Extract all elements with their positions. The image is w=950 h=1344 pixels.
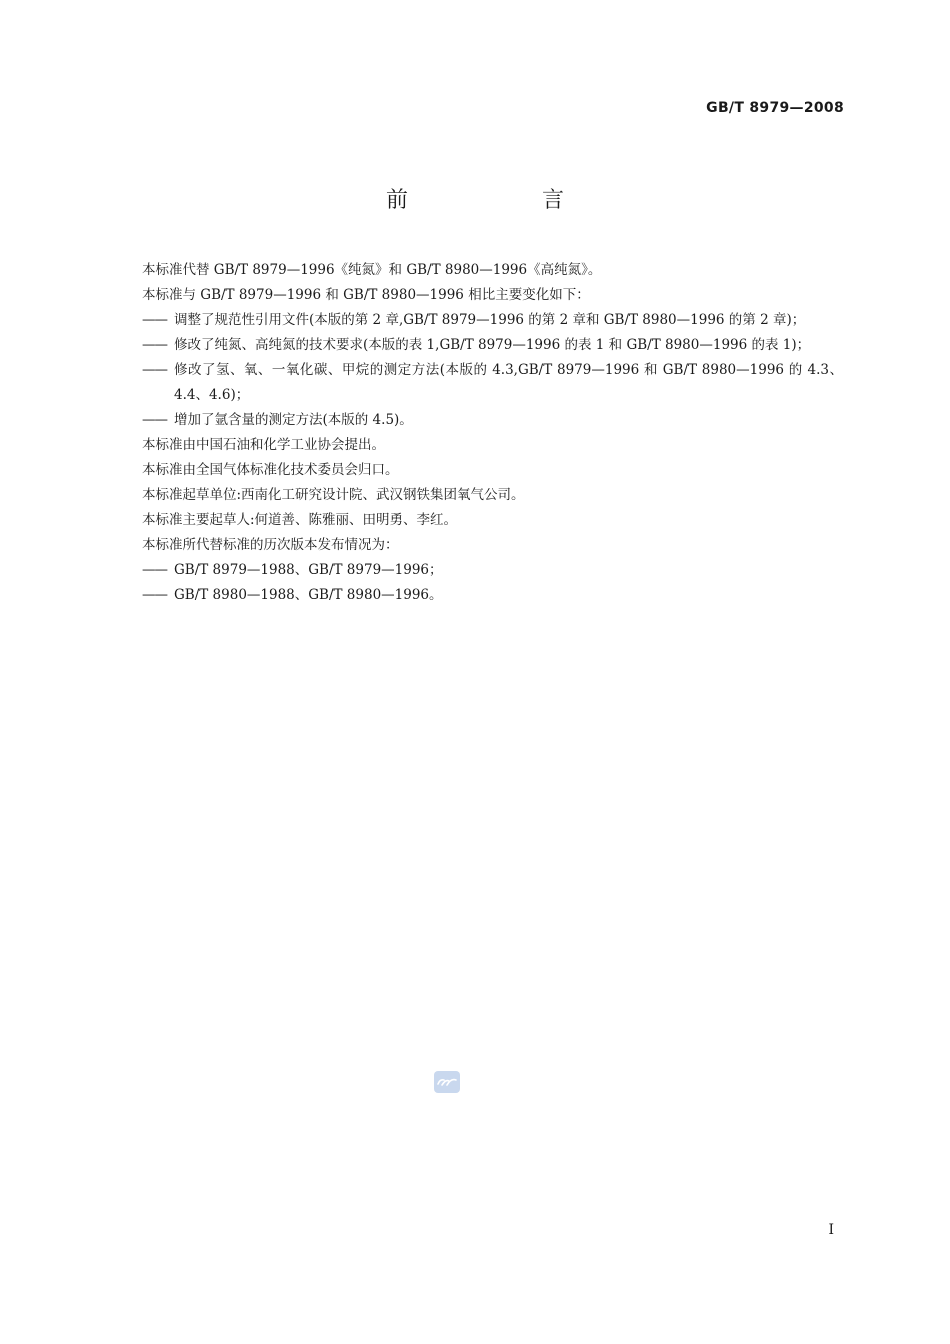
list-dash: —— xyxy=(142,312,167,328)
paragraph-replaces: 本标准代替 GB/T 8979—1996《纯氮》和 GB/T 8980—1996《高纯氮》。 xyxy=(142,262,602,278)
list-dash: —— xyxy=(142,337,167,353)
list-item-text: 增加了氩含量的测定方法(本版的 4.5)。 xyxy=(174,412,413,428)
list-item-text: 调整了规范性引用文件(本版的第 2 章,GB/T 8979—1996 的第 2 章和 GB/T 8980—1996 的第 2 章)； xyxy=(174,312,806,328)
document-body xyxy=(142,258,843,608)
list-item xyxy=(142,408,843,433)
list-item xyxy=(142,558,843,583)
page-number: I xyxy=(828,1222,834,1238)
list-dash: —— xyxy=(142,562,167,578)
sac-logo-icon xyxy=(434,1071,460,1093)
page-title: 前 言 xyxy=(385,188,620,213)
list-item xyxy=(142,358,843,408)
paragraph-history-intro: 本标准所代替标准的历次版本发布情况为： xyxy=(142,537,399,553)
list-item-text: GB/T 8980—1988、GB/T 8980—1996。 xyxy=(174,587,443,603)
paragraph-committee: 本标准由全国气体标准化技术委员会归口。 xyxy=(142,462,399,478)
list-item-text: 修改了氢、氧、一氧化碳、甲烷的测定方法(本版的 4.3,GB/T 8979—1996 和 GB/T 8980—1996 的 4.3、4.4、4.6)； xyxy=(174,362,843,403)
paragraph-drafters: 本标准主要起草人:何道善、陈雅丽、田明勇、李红。 xyxy=(142,512,458,528)
list-item xyxy=(142,308,843,333)
list-item-text: GB/T 8979—1988、GB/T 8979—1996； xyxy=(174,562,443,578)
list-dash: —— xyxy=(142,412,167,428)
list-item-text: 修改了纯氮、高纯氮的技术要求(本版的表 1,GB/T 8979—1996 的表 1 和 GB/T 8980—1996 的表 1)； xyxy=(174,337,811,353)
list-item xyxy=(142,333,843,358)
list-dash: —— xyxy=(142,362,167,378)
list-item xyxy=(142,583,843,608)
paragraph-changes-intro: 本标准与 GB/T 8979—1996 和 GB/T 8980—1996 相比主要变化如下： xyxy=(142,287,590,303)
paragraph-drafting-units: 本标准起草单位:西南化工研究设计院、武汉钢铁集团氧气公司。 xyxy=(142,487,525,503)
paragraph-proposer: 本标准由中国石油和化学工业协会提出。 xyxy=(142,437,385,453)
standard-number: GB/T 8979—2008 xyxy=(706,100,844,116)
list-dash: —— xyxy=(142,587,167,603)
